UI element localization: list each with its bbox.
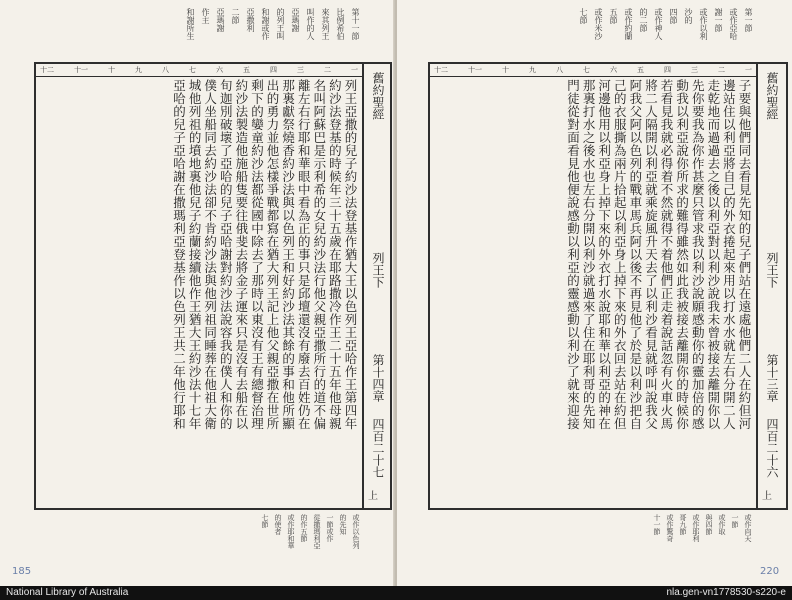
- line-number: 一: [745, 66, 752, 74]
- scripture-text: [40, 79, 358, 504]
- line-number: 三: [297, 66, 304, 74]
- text-line: 名叫阿蘇巴是示利希的女兒約沙法行他父親亞撒所行的道不偏: [311, 79, 327, 430]
- bottom-note: 與四節: [705, 514, 713, 535]
- bottom-note: 或作取: [718, 514, 726, 535]
- line-number: 五: [637, 66, 644, 74]
- top-note: 作主: [201, 8, 210, 24]
- line-number: 八: [162, 66, 169, 74]
- bottom-note: 的先知: [339, 514, 347, 535]
- line-number: 十二: [434, 66, 448, 74]
- text-line: 城他列祖的墳地裏他兒子約蘭接續他作王猶大王約沙法十七年: [187, 79, 203, 430]
- line-number: 一: [351, 66, 358, 74]
- text-line: 將二人隔開以利亞就乘旋風升天去了以利沙看見就呼叫說我父: [643, 79, 659, 430]
- bottom-note: 或作耶利: [692, 514, 700, 542]
- text-line: 旬迦別破壞了亞哈的兒子亞哈謝對約沙法說容我的僕人和你的: [218, 79, 234, 430]
- left-page: [0, 0, 396, 586]
- top-note: 或作米沙: [594, 8, 603, 40]
- section-title: 列王下: [765, 252, 779, 288]
- top-note: 或作以利: [699, 8, 708, 40]
- top-note: 和謝所生: [186, 8, 195, 40]
- line-number: 二: [718, 66, 725, 74]
- page-number: 四百二十六: [765, 418, 779, 478]
- text-line: 那裏打水之後水也左右分開以利沙就過來了住在耶利哥的先知: [581, 79, 597, 430]
- line-number: 二: [324, 66, 331, 74]
- top-note: 或作亞哈: [729, 8, 738, 40]
- bottom-note: 從撒瑪利亞: [313, 514, 321, 549]
- text-line: 約沙法製造他施船隻要往俄斐去將金子運來只是沒有去船在以: [233, 79, 249, 430]
- line-number: 十: [502, 66, 509, 74]
- top-note: 叫作的人: [306, 8, 315, 40]
- text-line: 出的勇力並他怎樣爭戰都寫在猶大列王記上他父親亞撒在世所: [265, 79, 281, 430]
- pencil-folio: 185: [12, 566, 32, 577]
- line-number: 四: [664, 66, 671, 74]
- page-number: 四百二十七: [371, 418, 385, 478]
- text-line: 約沙法登基的時候年三十五歲在耶路撒冷作王二十五年他母親: [327, 79, 343, 430]
- text-line: 先你要我為你作甚麼只管求我以利沙說願感動你的靈加倍的感: [690, 79, 706, 430]
- top-note: 的列王叫: [276, 8, 285, 40]
- text-line: 阿我父阿以色列的戰車馬兵阿以後不再見他了於是以利沙把自: [627, 79, 643, 430]
- text-line: 列王亞撒的兒子約沙法登基作猶大王以色列王亞哈作王第四年: [343, 79, 358, 430]
- line-number: 六: [610, 66, 617, 74]
- text-line: 那裏獻祭燒香約沙法與以色列王和好約沙法其餘的事和他所顯: [280, 79, 296, 430]
- top-note: 五節: [609, 8, 618, 24]
- text-line: 邊站住以利亞將自己的外衣捲起來用以打水水就左右分開二人: [721, 79, 737, 430]
- line-number: 五: [243, 66, 250, 74]
- bottom-note: 的使者: [274, 514, 282, 535]
- top-note: 謝一節: [714, 8, 723, 32]
- top-note: 或作約蘭: [624, 8, 633, 40]
- top-note: 二節: [231, 8, 240, 24]
- bottom-note: 或作以色列: [352, 514, 360, 549]
- top-note: 或作神人: [654, 8, 663, 40]
- line-number: 七: [189, 66, 196, 74]
- right-bottom-annotations: [432, 514, 752, 578]
- bottom-note: 或作耶和華: [287, 514, 295, 549]
- bottom-note: 一節: [731, 514, 739, 528]
- top-note: 的二節: [639, 8, 648, 32]
- text-line: 門徒從對面看見他便說感動以利亞的靈感動以利沙了就來迎接: [565, 79, 581, 430]
- line-number: 十二: [40, 66, 54, 74]
- top-note: 來其列王: [321, 8, 330, 40]
- text-line: 己的衣服撕為兩片拾起以利亞身上掉下來的外衣回去站在約但: [612, 79, 628, 430]
- chapter-label: 第十四章: [371, 354, 385, 402]
- line-number: 三: [691, 66, 698, 74]
- line-number: 九: [135, 66, 142, 74]
- bottom-note: 或作向天: [744, 514, 752, 542]
- line-number: 十: [108, 66, 115, 74]
- text-line: 子要與他們同去看見先知的兒子們站在遠處他們二人在約但河: [737, 79, 752, 430]
- left-text-frame: [34, 62, 364, 510]
- top-note: 亞瑪謝: [216, 8, 225, 32]
- line-number-row: [430, 64, 756, 77]
- right-running-header: [758, 62, 788, 510]
- top-note: 四節: [669, 8, 678, 24]
- text-line: 河邊他用以利亞身上掉下來的外衣打水說耶和華以利亞的神在: [596, 79, 612, 430]
- archive-footer: [0, 586, 792, 600]
- top-note: 第十一節: [351, 8, 360, 40]
- bottom-note: 哥九節: [679, 514, 687, 535]
- text-line: 亞哈的兒子亞哈謝在撒瑪利亞登基作以色列王共二年他行耶和: [171, 79, 187, 430]
- line-number: 四: [270, 66, 277, 74]
- bottom-note: 的作五節: [300, 514, 308, 542]
- pencil-folio: 220: [760, 566, 780, 577]
- line-number: 八: [556, 66, 563, 74]
- text-line: 僕人坐船同去約沙法卻不肯約沙法與他列祖同睡葬在他祖大衛: [202, 79, 218, 430]
- text-line: 離左右行耶和華眼中看為正的事只是邱壇還沒有廢去百姓仍在: [296, 79, 312, 430]
- bottom-note: 或作驚奇: [666, 514, 674, 542]
- right-text-frame: [428, 62, 758, 510]
- bottom-note: 一節或作: [326, 514, 334, 542]
- top-note: 沙的: [684, 8, 693, 24]
- text-line: 若看見我就必得着不然就得不着他們正走着說話忽有火車火馬: [659, 79, 675, 430]
- volume-mark: 上: [762, 491, 772, 502]
- line-number: 十一: [74, 66, 88, 74]
- line-number-row: [36, 64, 362, 77]
- volume-mark: 上: [368, 491, 378, 502]
- top-note: 七節: [579, 8, 588, 24]
- section-title: 列王下: [371, 252, 385, 288]
- line-number: 七: [583, 66, 590, 74]
- top-note: 第一節: [744, 8, 753, 32]
- text-line: 動我以利亞說你所求的難得雖然如此我被接去離開你的時候你: [674, 79, 690, 430]
- archive-identifier: nla.gen-vn1778530-s220-e: [666, 587, 786, 598]
- book-title: 舊約聖經: [371, 72, 385, 120]
- scripture-text: [434, 79, 752, 504]
- top-note: 比例希伯: [336, 8, 345, 40]
- top-note: 亞瑪謝: [291, 8, 300, 32]
- left-top-annotations: [40, 8, 360, 60]
- top-note: 亞撒利: [246, 8, 255, 32]
- bottom-note: 十一節: [653, 514, 661, 535]
- right-top-annotations: [433, 8, 753, 60]
- book-title: 舊約聖經: [765, 72, 779, 120]
- library-credit: National Library of Australia: [6, 587, 129, 598]
- left-bottom-annotations: [40, 514, 360, 578]
- text-line: 剩下的孌童約沙法都從國中除去了那時以東沒有王有總督治理: [249, 79, 265, 430]
- left-running-header: [364, 62, 392, 510]
- line-number: 十一: [468, 66, 482, 74]
- line-number: 六: [216, 66, 223, 74]
- text-line: 走乾地而過過去之後以利亞對以利沙說我未曾被接去離開你以: [705, 79, 721, 430]
- chapter-label: 第十三章: [765, 354, 779, 402]
- line-number: 九: [529, 66, 536, 74]
- bottom-note: 七節: [261, 514, 269, 528]
- top-note: 和謝或作: [261, 8, 270, 40]
